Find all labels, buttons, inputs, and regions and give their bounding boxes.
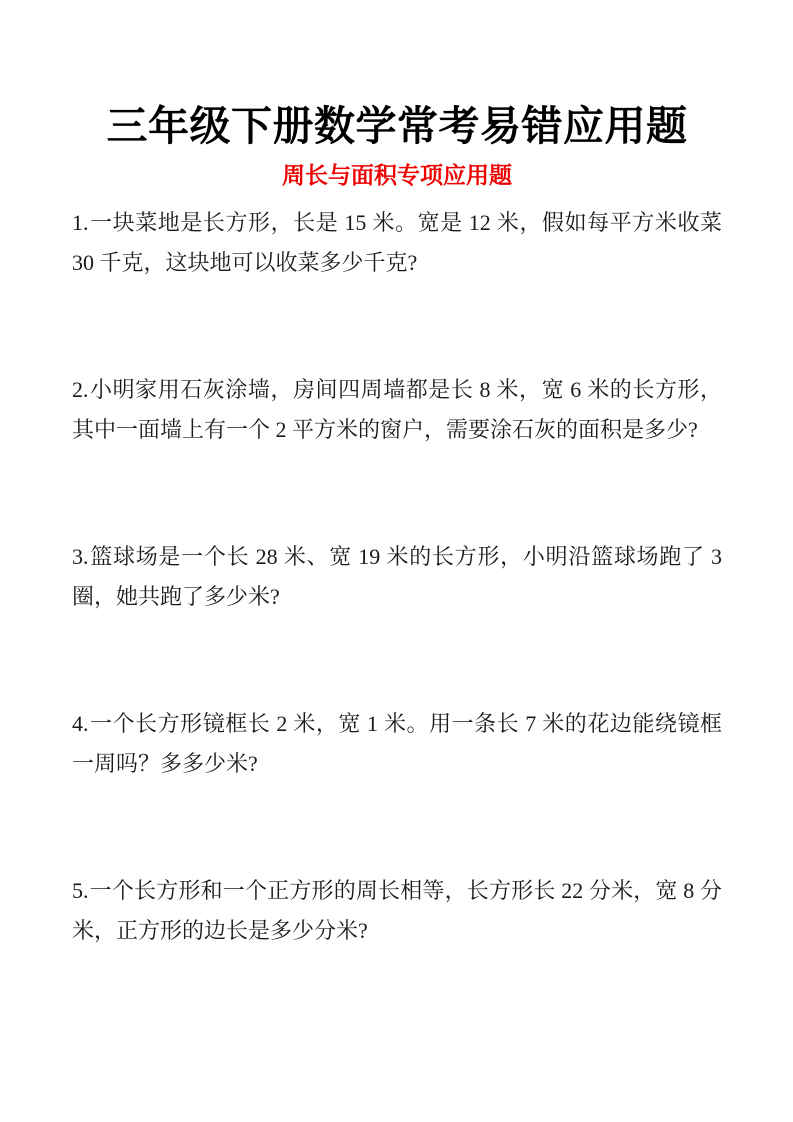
problem-text: 一块菜地是长方形，长是 15 米。宽是 12 米，假如每平方米收菜 30 千克，这块地可以收菜多少千克? — [72, 210, 722, 275]
problem-item-2 — [72, 370, 722, 450]
problem-text: 一个长方形镜框长 2 米，宽 1 米。用一条长 7 米的花边能绕镜框一周吗？多多少米? — [72, 711, 722, 776]
problem-list — [72, 203, 722, 951]
problem-item-4 — [72, 704, 722, 784]
problem-number: 3. — [72, 544, 89, 569]
problem-text: 篮球场是一个长 28 米、宽 19 米的长方形，小明沿篮球场跑了 3 圈，她共跑了多少米? — [72, 544, 722, 609]
problem-number: 1. — [72, 210, 89, 235]
problem-item-3 — [72, 537, 722, 617]
problem-item-5 — [72, 871, 722, 951]
problem-number: 2. — [72, 377, 89, 402]
problem-number: 4. — [72, 711, 89, 736]
problem-text: 一个长方形和一个正方形的周长相等，长方形长 22 分米，宽 8 分米，正方形的边长是多少分米? — [72, 878, 722, 943]
problem-item-1 — [72, 203, 722, 283]
problem-number: 5. — [72, 878, 89, 903]
page-title: 三年级下册数学常考易错应用题 — [106, 103, 688, 149]
page-subtitle: 周长与面积专项应用题 — [282, 163, 512, 188]
problem-text: 小明家用石灰涂墙，房间四周墙都是长 8 米，宽 6 米的长方形，其中一面墙上有一个 2 平方米的窗户，需要涂石灰的面积是多少? — [72, 377, 722, 442]
